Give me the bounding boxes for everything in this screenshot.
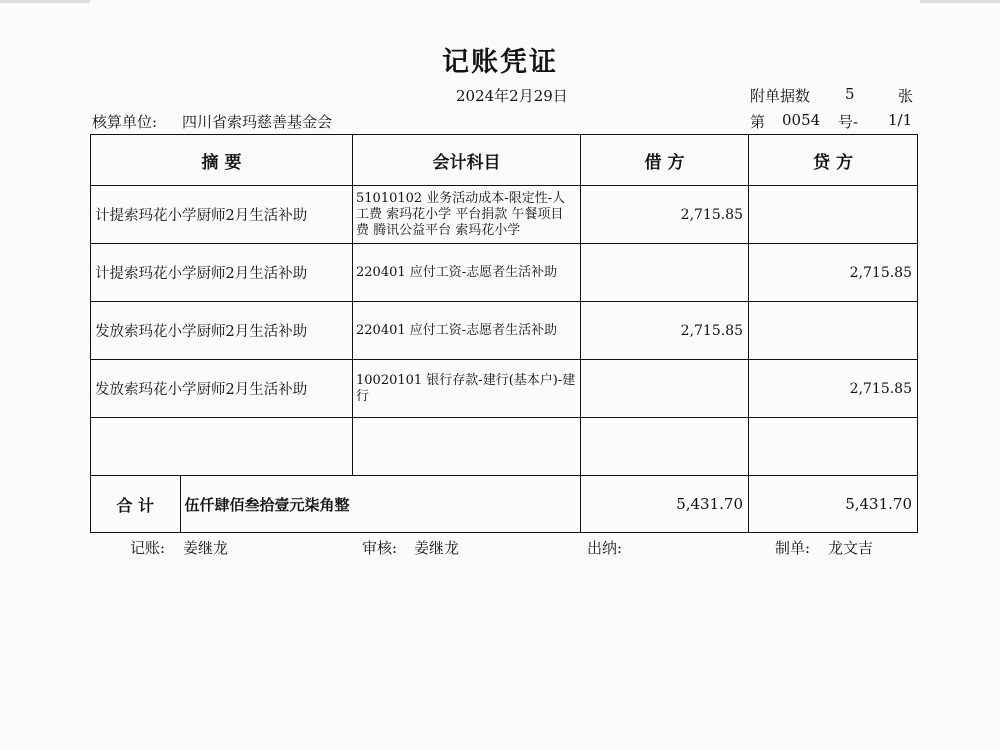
row-account: 220401 应付工资-志愿者生活补助 (353, 302, 581, 360)
scan-edge-right (920, 0, 1000, 3)
cashier-label: 出纳: (587, 539, 623, 557)
voucher-number: 0054 (782, 111, 821, 129)
attachments-count: 5 (845, 85, 855, 103)
voucher-number-suffix: 号- (838, 113, 859, 131)
reviewer-label: 审核: (362, 539, 398, 557)
voucher-table (90, 134, 918, 533)
total-debit: 5,431.70 (581, 476, 749, 533)
preparer-name: 龙文吉 (828, 539, 874, 557)
row-summary: 计提索玛花小学厨师2月生活补助 (91, 186, 353, 244)
reviewer-name: 姜继龙 (414, 539, 460, 557)
attachments-unit: 张 (898, 87, 914, 105)
row-account (353, 418, 581, 476)
table-row (91, 186, 918, 244)
total-label: 合 计 (91, 476, 180, 532)
row-account: 10020101 银行存款-建行(基本户)-建行 (353, 360, 581, 418)
total-inner-table (91, 476, 580, 532)
row-credit: 2,715.85 (749, 244, 918, 302)
preparer-label: 制单: (775, 539, 811, 557)
row-debit (581, 244, 749, 302)
scan-edge-left (0, 0, 90, 3)
voucher-page: 1/1 (888, 111, 913, 129)
row-debit (581, 418, 749, 476)
unit-name: 四川省索玛慈善基金会 (182, 113, 333, 131)
row-debit: 2,715.85 (581, 302, 749, 360)
row-credit: 2,715.85 (749, 360, 918, 418)
row-credit (749, 186, 918, 244)
total-label-cell (91, 476, 581, 533)
row-summary: 发放索玛花小学厨师2月生活补助 (91, 302, 353, 360)
total-amount-in-words: 伍仟肆佰叁拾壹元柒角整 (184, 495, 350, 514)
voucher-title: 记账凭证 (442, 47, 558, 78)
voucher-date: 2024年2月29日 (456, 87, 568, 105)
unit-label: 核算单位: (92, 113, 158, 131)
voucher-number-prefix: 第 (750, 113, 766, 131)
row-account: 51010102 业务活动成本-限定性-人工费 索玛花小学 平台捐款 午餐项目费 腾讯公益平台 索玛花小学 (353, 186, 581, 244)
row-summary (91, 418, 353, 476)
row-credit (749, 418, 918, 476)
table-row (91, 360, 918, 418)
table-row-empty (91, 418, 918, 476)
bookkeeper-name: 姜继龙 (183, 539, 229, 557)
total-row (91, 476, 918, 533)
column-header-debit: 借 方 (581, 135, 749, 186)
row-summary: 发放索玛花小学厨师2月生活补助 (91, 360, 353, 418)
column-header-account: 会计科目 (353, 135, 581, 186)
row-credit (749, 302, 918, 360)
column-header-summary: 摘 要 (91, 135, 353, 186)
attachments-label: 附单据数 (750, 87, 811, 105)
total-credit: 5,431.70 (749, 476, 918, 533)
row-account: 220401 应付工资-志愿者生活补助 (353, 244, 581, 302)
row-summary: 计提索玛花小学厨师2月生活补助 (91, 244, 353, 302)
table-row (91, 302, 918, 360)
table-row (91, 244, 918, 302)
column-header-credit: 贷 方 (749, 135, 918, 186)
row-debit: 2,715.85 (581, 186, 749, 244)
bookkeeper-label: 记账: (130, 539, 166, 557)
table-header-row (91, 135, 918, 186)
row-debit (581, 360, 749, 418)
